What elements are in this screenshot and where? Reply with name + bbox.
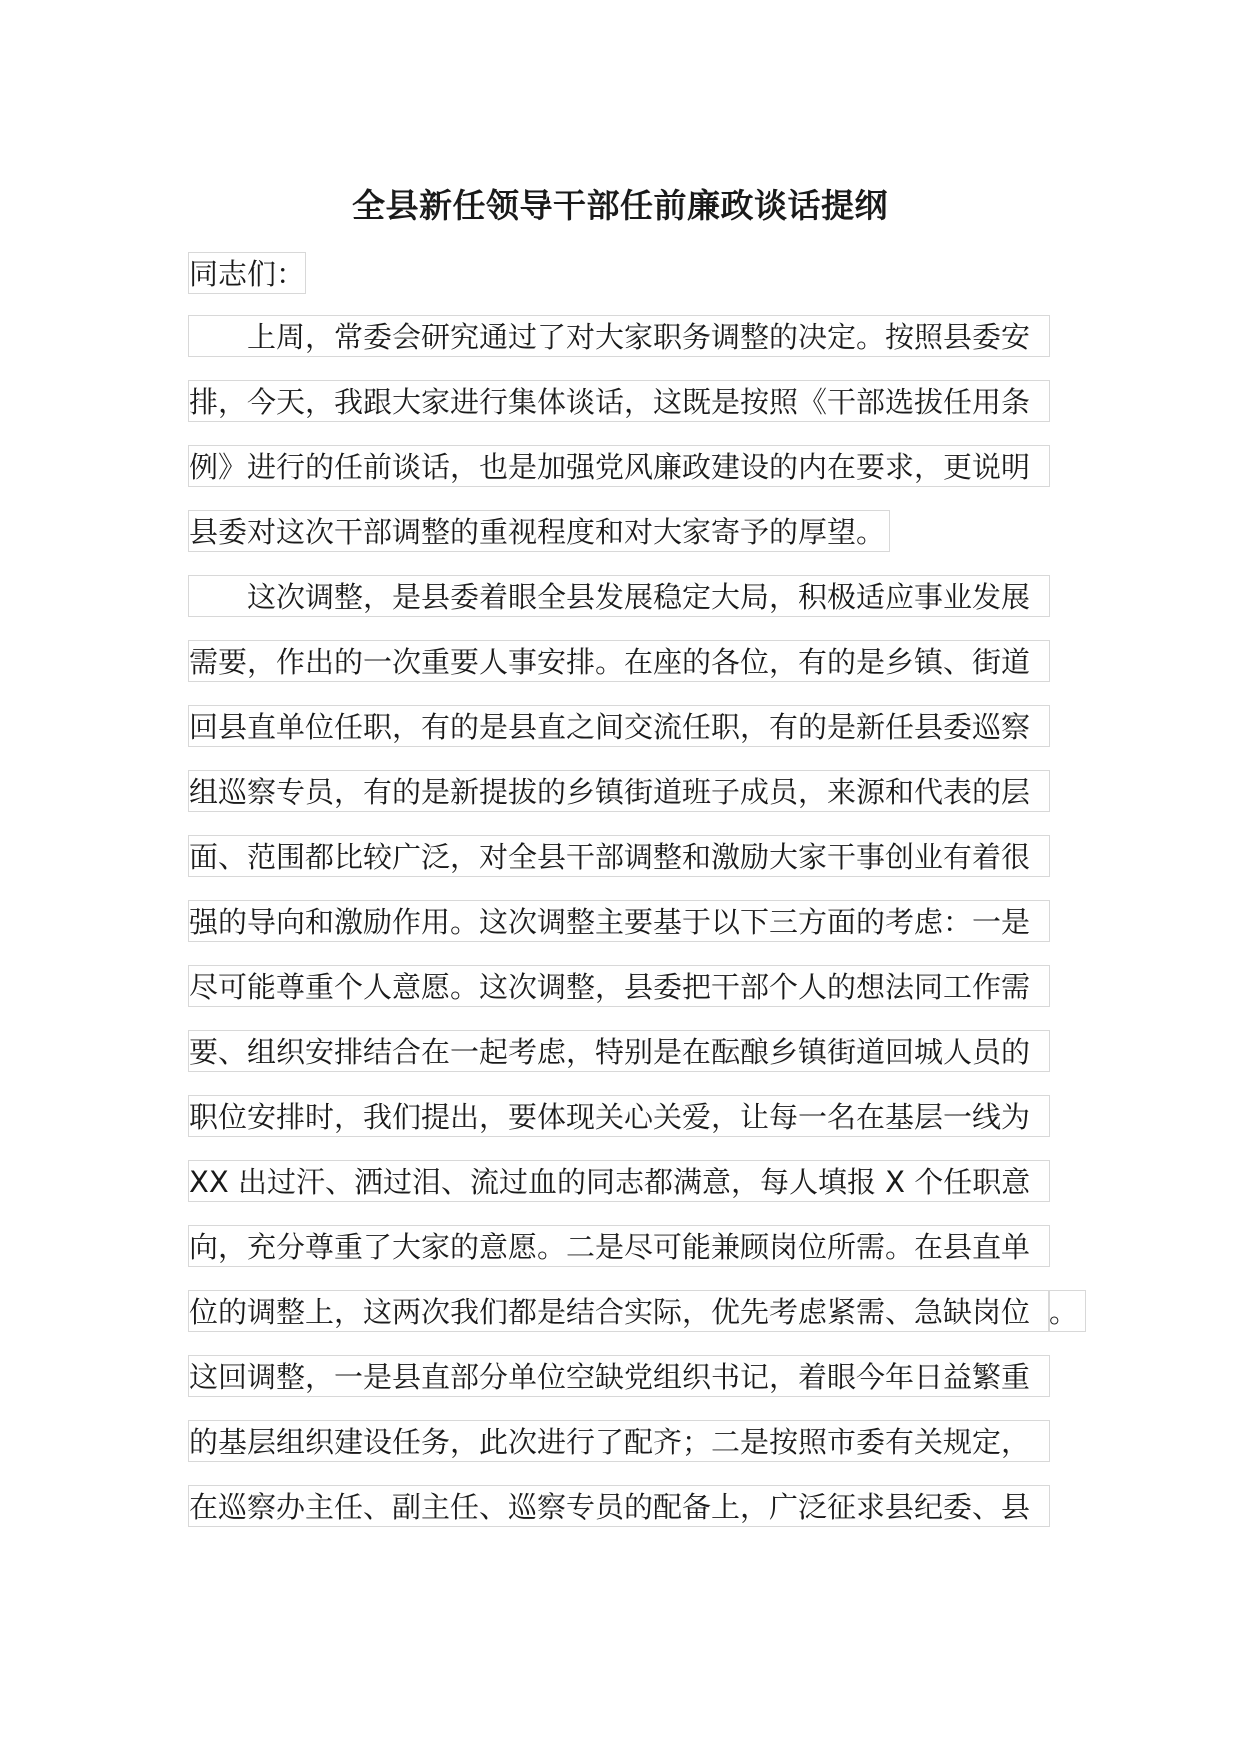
text-line: 这次调整，是县委着眼全县发展稳定大局，积极适应事业发展 bbox=[188, 575, 1050, 617]
text-line: 县委对这次干部调整的重视程度和对大家寄予的厚望。 bbox=[188, 510, 890, 552]
text-line: 位的调整上，这两次我们都是结合实际，优先考虑紧需、急缺岗位 bbox=[188, 1290, 1050, 1332]
text-line: 的基层组织建设任务，此次进行了配齐；二是按照市委有关规定， bbox=[188, 1420, 1050, 1462]
text-line: 组巡察专员，有的是新提拔的乡镇街道班子成员，来源和代表的层 bbox=[188, 770, 1050, 812]
text-line: 排，今天，我跟大家进行集体谈话，这既是按照《干部选拔任用条 bbox=[188, 380, 1050, 422]
text-line: 这回调整，一是县直部分单位空缺党组织书记，着眼今年日益繁重 bbox=[188, 1355, 1050, 1397]
text-line: 尽可能尊重个人意愿。这次调整，县委把干部个人的想法同工作需 bbox=[188, 965, 1050, 1007]
text-line: 面、范围都比较广泛，对全县干部调整和激励大家干事创业有着很 bbox=[188, 835, 1050, 877]
text-line: 强的导向和激励作用。这次调整主要基于以下三方面的考虑：一是 bbox=[188, 900, 1050, 942]
text-line-tail: 。 bbox=[1048, 1290, 1086, 1332]
salutation: 同志们： bbox=[188, 252, 306, 294]
text-line: 回县直单位任职，有的是县直之间交流任职，有的是新任县委巡察 bbox=[188, 705, 1050, 747]
text-line: 向，充分尊重了大家的意愿。二是尽可能兼顾岗位所需。在县直单 bbox=[188, 1225, 1050, 1267]
text-line: 需要，作出的一次重要人事安排。在座的各位，有的是乡镇、街道 bbox=[188, 640, 1050, 682]
text-line: 例》进行的任前谈话，也是加强党风廉政建设的内在要求，更说明 bbox=[188, 445, 1050, 487]
text-line: 在巡察办主任、副主任、巡察专员的配备上，广泛征求县纪委、县 bbox=[188, 1485, 1050, 1527]
text-line: 职位安排时，我们提出，要体现关心关爱，让每一名在基层一线为 bbox=[188, 1095, 1050, 1137]
text-line: XX 出过汗、洒过泪、流过血的同志都满意，每人填报 X 个任职意 bbox=[188, 1160, 1050, 1202]
document-title: 全县新任领导干部任前廉政谈话提纲 bbox=[352, 186, 888, 225]
text-line: 上周，常委会研究通过了对大家职务调整的决定。按照县委安 bbox=[188, 315, 1050, 357]
text-line: 要、组织安排结合在一起考虑，特别是在酝酿乡镇街道回城人员的 bbox=[188, 1030, 1050, 1072]
